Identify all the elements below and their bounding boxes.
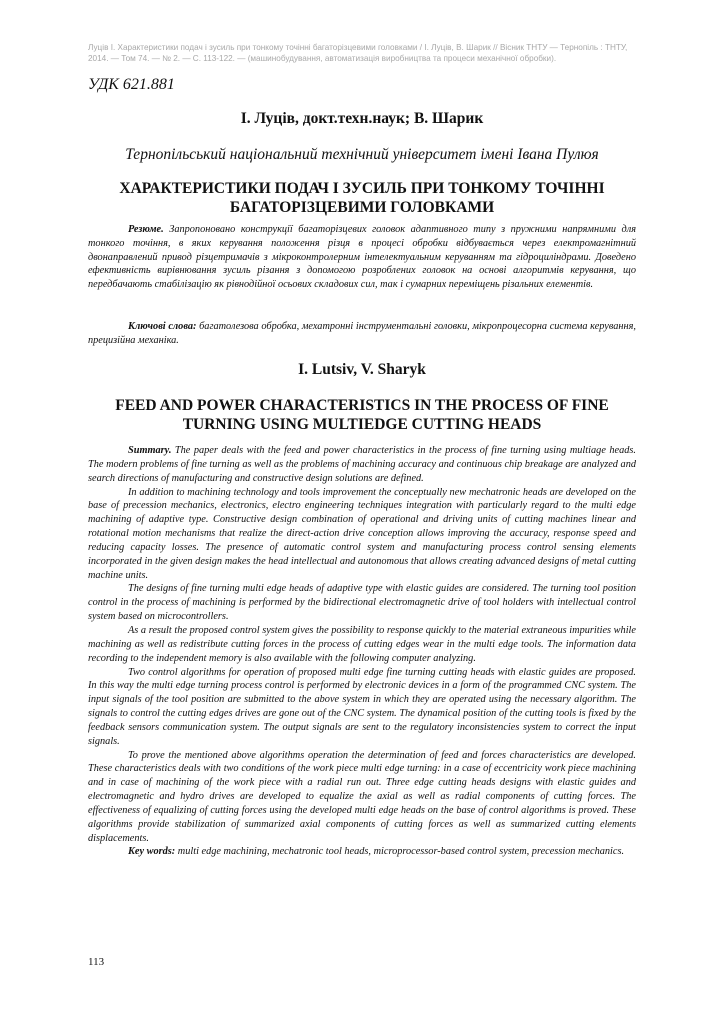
udk-code: УДК 621.881	[88, 76, 175, 93]
summary-paragraph-4: As a result the proposed control system gives the possibility to response quickly to the material extraneous impurities while machining as well as redistribute cutting forces in the process of cutting edges wear in the multi edge tools. The information data recording to the independent memory is also available with the following computer analyzing.	[88, 624, 636, 664]
summary-paragraph-2: In addition to machining technology and tools improvement the conceptually new mechatronic heads are developed on the base of precession mechanics, electronics, electro engineering techniques integration with particularly regard to the multi edge machining of adaptive type. Constructive design combination of operational and driving units of cutting machines linear and rotational motion mechanisms that realize the direct-action drive conception allows improving the accuracy, response speed and reducing capacity losses. The presence of automatic control system and manufacturing process control sensing elements incorporated in the given design makes the head intellectual and autonomous that allows creating advanced designs of metal cutting machine units.	[88, 486, 636, 581]
summary-paragraph-3: The designs of fine turning multi edge heads of adaptive type with elastic guides are considered. The turning tool position control in the process of machining is performed by the bidirectional electromagnetic drive of tool holders with intellectual control system based on microcontrollers.	[88, 583, 636, 623]
title-ukrainian: ХАРАКТЕРИСТИКИ ПОДАЧ І ЗУСИЛЬ ПРИ ТОНКОМУ ТОЧІННІ БАГАТОРІЗЦЕВИМИ ГОЛОВКАМИ	[119, 180, 605, 216]
page-number: 113	[88, 956, 105, 968]
keywords-en-label: Key words:	[128, 846, 176, 858]
citation-header: Луців І. Характеристики подач і зусиль при тонкому точінні багаторізцевими головками / І. Луців, В. Шарик // Вісник ТНТУ — Тернопіль : ТНТУ, 2014. — Том 74. — № 2. — С. 113-122. — (машинобудування, автоматизація виробництва та процеси механічної обробки).	[88, 43, 628, 63]
authors-english: I. Lutsiv, V. Sharyk	[298, 361, 426, 378]
keywords-ukrainian	[88, 320, 636, 348]
summary-paragraph-5: Two control algorithms for operation of proposed multi edge fine turning cutting heads with elastic guides are proposed. In this way the multi edge turning process control is performed by electronic devices in a form of the programmed CNC system. The input signals of the tool position are submitted to the above system in which they are operated using the necessary algorithm. The signals to control the cutting edges drives are gone out of the CNC system. The dynamical position of the cutting tools is fixed by the feedback sensors communication system. The output signals are sent to the regulatory inconsistencies system to correct the input signals.	[88, 666, 636, 747]
affiliation: Тернопільський національний технічний університет імені Івана Пулюя	[125, 146, 599, 163]
summary-text-1: The paper deals with the feed and power characteristics in the process of fine turning using multiage heads. The modern problems of fine turning as well as the problems of machining accuracy and continuous chip breakage are analyzed and search directions of manufacturing and constructive design solutions are defined.	[88, 445, 636, 484]
summary-section	[88, 444, 636, 859]
keywords-english	[88, 845, 636, 859]
keywords-ua-text: багатолезова обробка, мехатронні інструментальні головки, мікропроцесорна система керування, прецизійна механіка.	[88, 321, 636, 346]
summary-paragraph-1	[88, 444, 636, 486]
keywords-en-text: multi edge machining, mechatronic tool heads, microprocessor-based control system, precession mechanics.	[175, 846, 625, 858]
resume-text: Запропоновано конструкції багаторізцевих головок адаптивного типу з пружними напрямними для тонкого точіння, в яких керування положення різця в процесі обробки відбувається через електромагнітний двонаправлений привод різцетримачів з мікроконтролерним інтелектуальним керуванням та гідроциліндрами. Доведено ефективність вирівнювання зусиль різання з допомогою розроблених головок на основі алгоритмів керування, що передбачають стабілізацію як рівнодійної осьових складових сил, так і сумарних переміщень різальних елементів.	[88, 224, 636, 291]
resume-label: Резюме.	[128, 224, 164, 235]
summary-label: Summary.	[128, 445, 172, 456]
keywords-ua-label: Ключові слова:	[128, 321, 197, 332]
authors-ukrainian: І. Луців, докт.техн.наук; В. Шарик	[240, 110, 484, 127]
resume-paragraph	[88, 223, 636, 292]
title-english: FEED AND POWER CHARACTERISTICS IN THE PROCESS OF FINE TURNING USING MULTIEDGE CUTTING HEADS	[115, 397, 609, 433]
summary-paragraph-6: To prove the mentioned above algorithms operation the determination of feed and forces characteristics are developed. These characteristics deals with two conditions of the work piece multi edge turning: in a case of eccentricity work piece machining and in case of machining of the work piece with a radial run out. Three edge cutting heads designs with elastic guides and electromagnetic and hydro drives are developed to equalize the axial as well as radial components of cutting forces. The effectiveness of equalizing of cutting forces using the developed multi edge heads on the base of control algorithms is proved. These algorithms provide stabilization of summarized axial components of cutting forces as well as summarized cutting elements displacements.	[88, 749, 636, 844]
